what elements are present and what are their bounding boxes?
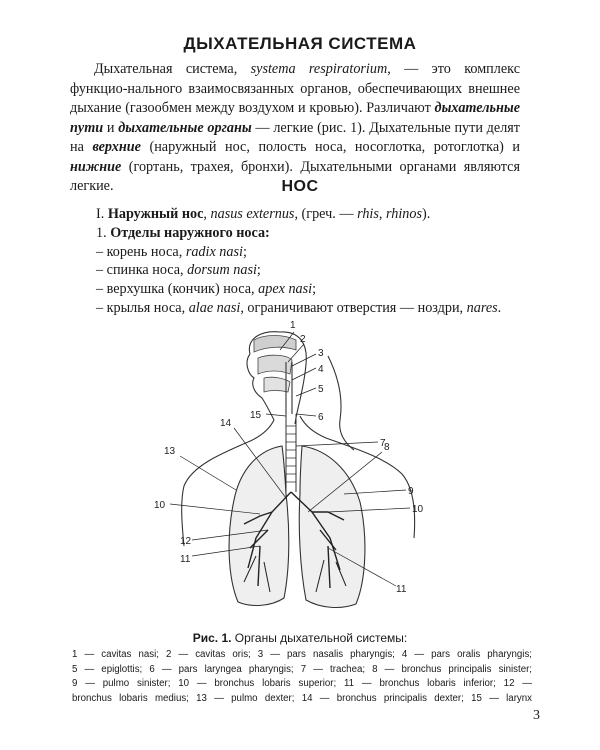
respiratory-system-figure — [140, 316, 480, 626]
figure-number: Рис. 1. — [192, 631, 232, 645]
figure-label: 14 — [220, 418, 232, 429]
punctuation: . — [497, 299, 502, 316]
section-heading: НОС — [281, 178, 319, 195]
legend-line: bronchus lobaris medius; 13 — pulmo dexter; 14 — bronchus principalis dexter; 15 — larynx — [72, 692, 532, 704]
figure-label: 9 — [408, 486, 414, 497]
legend-line: 5 — epiglottis; 6 — pars laryngea pharyngis; 7 — trachea; 8 — bronchus principalis sinister; — [72, 663, 532, 675]
term-external-nose: Наружный нос — [107, 206, 204, 222]
figure-label: 6 — [318, 412, 324, 423]
page-title: ДЫХАТЕЛЬНАЯ СИСТЕМА — [183, 34, 417, 53]
figure-label: 7 — [380, 438, 386, 449]
latin-term: radix nasi — [185, 243, 243, 260]
figure-label: 11 — [180, 554, 191, 565]
greek-term: rhis — [357, 206, 379, 222]
latin-term: dorsum nasi — [187, 262, 257, 279]
latin-term: apex nasi — [258, 281, 313, 298]
intro-text: (гортань, трахея, бронхи). Дыхательными органами являются легкие. — [70, 158, 520, 194]
figure-legend — [72, 648, 532, 706]
list-item-text: – корень носа, — [96, 243, 186, 260]
figure-label: 13 — [164, 446, 176, 457]
separator: , — [203, 206, 211, 222]
latin-term: nares — [466, 299, 498, 316]
figure-label: 10 — [412, 504, 424, 515]
intro-text: — легкие (рис. 1). Дыхательные пути делят на — [70, 119, 521, 155]
intro-text: и — [103, 119, 119, 136]
sections-heading: Отделы наружного носа: — [110, 224, 270, 241]
figure-label: 10 — [154, 500, 166, 511]
intro-latin-term: systema respiratorium — [250, 61, 388, 77]
page-number: 3 — [533, 708, 540, 723]
list-item — [96, 299, 536, 318]
figure-label: 3 — [318, 348, 324, 359]
trachea — [286, 414, 296, 492]
term-airways: дыхательные пути — [70, 100, 520, 136]
figure-label: 11 — [396, 584, 407, 595]
text: , (греч. — — [294, 206, 358, 222]
latin-term: alae nasi — [188, 299, 241, 316]
anatomy-illustration — [140, 316, 480, 626]
list-item — [96, 243, 536, 262]
list-item-text: , ограничивают отверстия — ноздри, — [240, 299, 467, 316]
separator: , — [378, 206, 386, 222]
list-number: 1. — [96, 224, 111, 241]
figure-label: 12 — [180, 536, 192, 547]
figure-label: 1 — [290, 320, 296, 331]
intro-text: Дыхательная система, — [94, 61, 251, 77]
list-item-text: – спинка носа, — [96, 262, 188, 279]
term-upper: верхние — [92, 139, 141, 155]
legend-line: 1 — cavitas nasi; 2 — cavitas oris; 3 — pars nasalis pharyngis; 4 — pars oralis pharyngis; — [72, 649, 532, 660]
list-item-text: – крылья носа, — [96, 299, 189, 316]
figure-label: 2 — [300, 334, 306, 345]
list-item — [96, 280, 536, 299]
text: ). — [422, 206, 431, 222]
latin-term: nasus externus — [210, 206, 295, 222]
head-cavities — [254, 336, 296, 415]
intro-paragraph — [70, 60, 520, 197]
nose-line-external — [96, 205, 536, 224]
intro-text: , — это комплекс функцио-нального взаимосвязанных органов, обеспечивающих внешнее дыхание (газообмен между воздухом и кровью). Различают — [70, 61, 520, 116]
legend-line: 9 — pulmo sinister; 10 — bronchus lobaris superior; 11 — bronchus lobaris inferior; 12 — — [72, 678, 532, 689]
figure-label: 15 — [250, 410, 262, 421]
figure-caption-text: Органы дыхательной системы: — [231, 631, 408, 645]
punctuation: ; — [242, 243, 247, 260]
intro-text: (наружный нос, полость носа, носоглотка, ротоглотка) и — [140, 139, 520, 155]
nose-line-sections — [96, 224, 536, 243]
term-respiratory-organs: дыхательные органы — [118, 119, 252, 136]
figure-label: 4 — [318, 364, 324, 375]
figure-label: 8 — [384, 442, 390, 453]
list-item — [96, 261, 536, 280]
figure-label: 5 — [318, 384, 324, 395]
term-lower: нижние — [70, 158, 122, 175]
nose-section — [96, 205, 536, 318]
punctuation: ; — [256, 262, 261, 279]
list-number: I. — [96, 206, 108, 222]
list-item-text: – верхушка (кончик) носа, — [96, 281, 259, 298]
punctuation: ; — [312, 281, 317, 298]
greek-term: rhinos — [386, 206, 423, 222]
figure-caption-title — [0, 631, 600, 645]
